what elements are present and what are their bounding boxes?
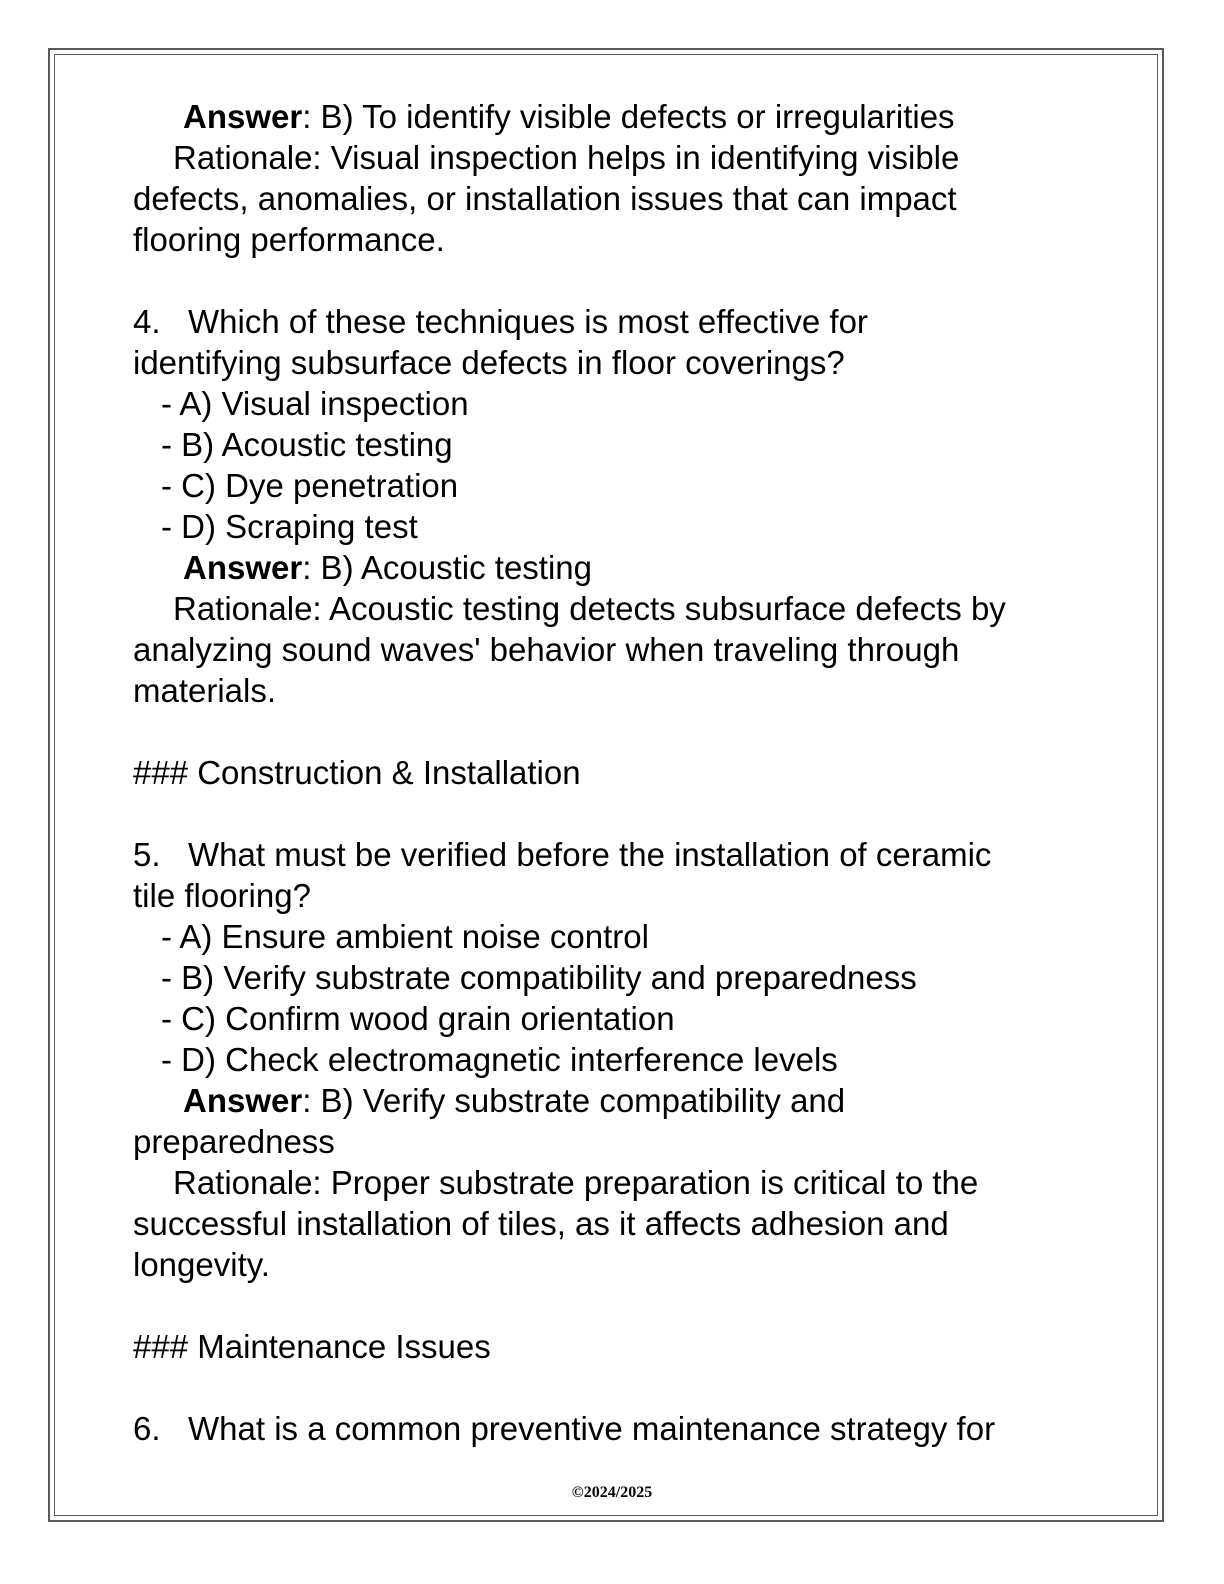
- section-heading-maintenance: ### Maintenance Issues: [133, 1328, 491, 1365]
- rationale-line: successful installation of tiles, as it affects adhesion and: [133, 1205, 949, 1242]
- answer-text: : B) Acoustic testing: [302, 549, 593, 586]
- rationale-line: materials.: [133, 672, 277, 709]
- rationale-line: analyzing sound waves' behavior when traveling through: [133, 631, 960, 668]
- answer-text: : B) To identify visible defects or irregularities: [302, 98, 955, 135]
- option-c: - C) Dye penetration: [161, 467, 459, 504]
- rationale-line: Rationale: Proper substrate preparation is critical to the: [173, 1164, 979, 1201]
- option-b: - B) Verify substrate compatibility and preparedness: [161, 959, 917, 996]
- rationale-line: flooring performance.: [133, 221, 445, 258]
- rationale-line: Rationale: Visual inspection helps in identifying visible: [173, 139, 960, 176]
- option-c: - C) Confirm wood grain orientation: [161, 1000, 675, 1037]
- answer-line-q3: [133, 96, 1093, 137]
- document-body: [133, 96, 1093, 1449]
- question-4-text: 4. Which of these techniques is most effective for: [133, 303, 868, 340]
- section-heading-construction: ### Construction & Installation: [133, 754, 581, 791]
- answer-label: Answer: [183, 549, 303, 586]
- answer-continuation: preparedness: [133, 1123, 335, 1160]
- option-b: - B) Acoustic testing: [161, 426, 453, 463]
- rationale-line: defects, anomalies, or installation issues that can impact: [133, 180, 957, 217]
- option-a: - A) Ensure ambient noise control: [161, 918, 649, 955]
- answer-label: Answer: [183, 98, 303, 135]
- question-4-text: identifying subsurface defects in floor coverings?: [133, 344, 845, 381]
- answer-text: : B) Verify substrate compatibility and: [302, 1082, 846, 1119]
- answer-label: Answer: [183, 1082, 303, 1119]
- option-d: - D) Scraping test: [161, 508, 418, 545]
- answer-line-q5: [133, 1080, 1093, 1121]
- rationale-line: longevity.: [133, 1246, 270, 1283]
- question-5-text: tile flooring?: [133, 877, 311, 914]
- option-d: - D) Check electromagnetic interference levels: [161, 1041, 838, 1078]
- answer-line-q4: [133, 547, 1093, 588]
- question-5-text: 5. What must be verified before the installation of ceramic: [133, 836, 992, 873]
- option-a: - A) Visual inspection: [161, 385, 469, 422]
- copyright-footer: ©2024/2025: [571, 1484, 653, 1501]
- question-6-text: 6. What is a common preventive maintenance strategy for: [133, 1410, 996, 1447]
- rationale-line: Rationale: Acoustic testing detects subsurface defects by: [173, 590, 1006, 627]
